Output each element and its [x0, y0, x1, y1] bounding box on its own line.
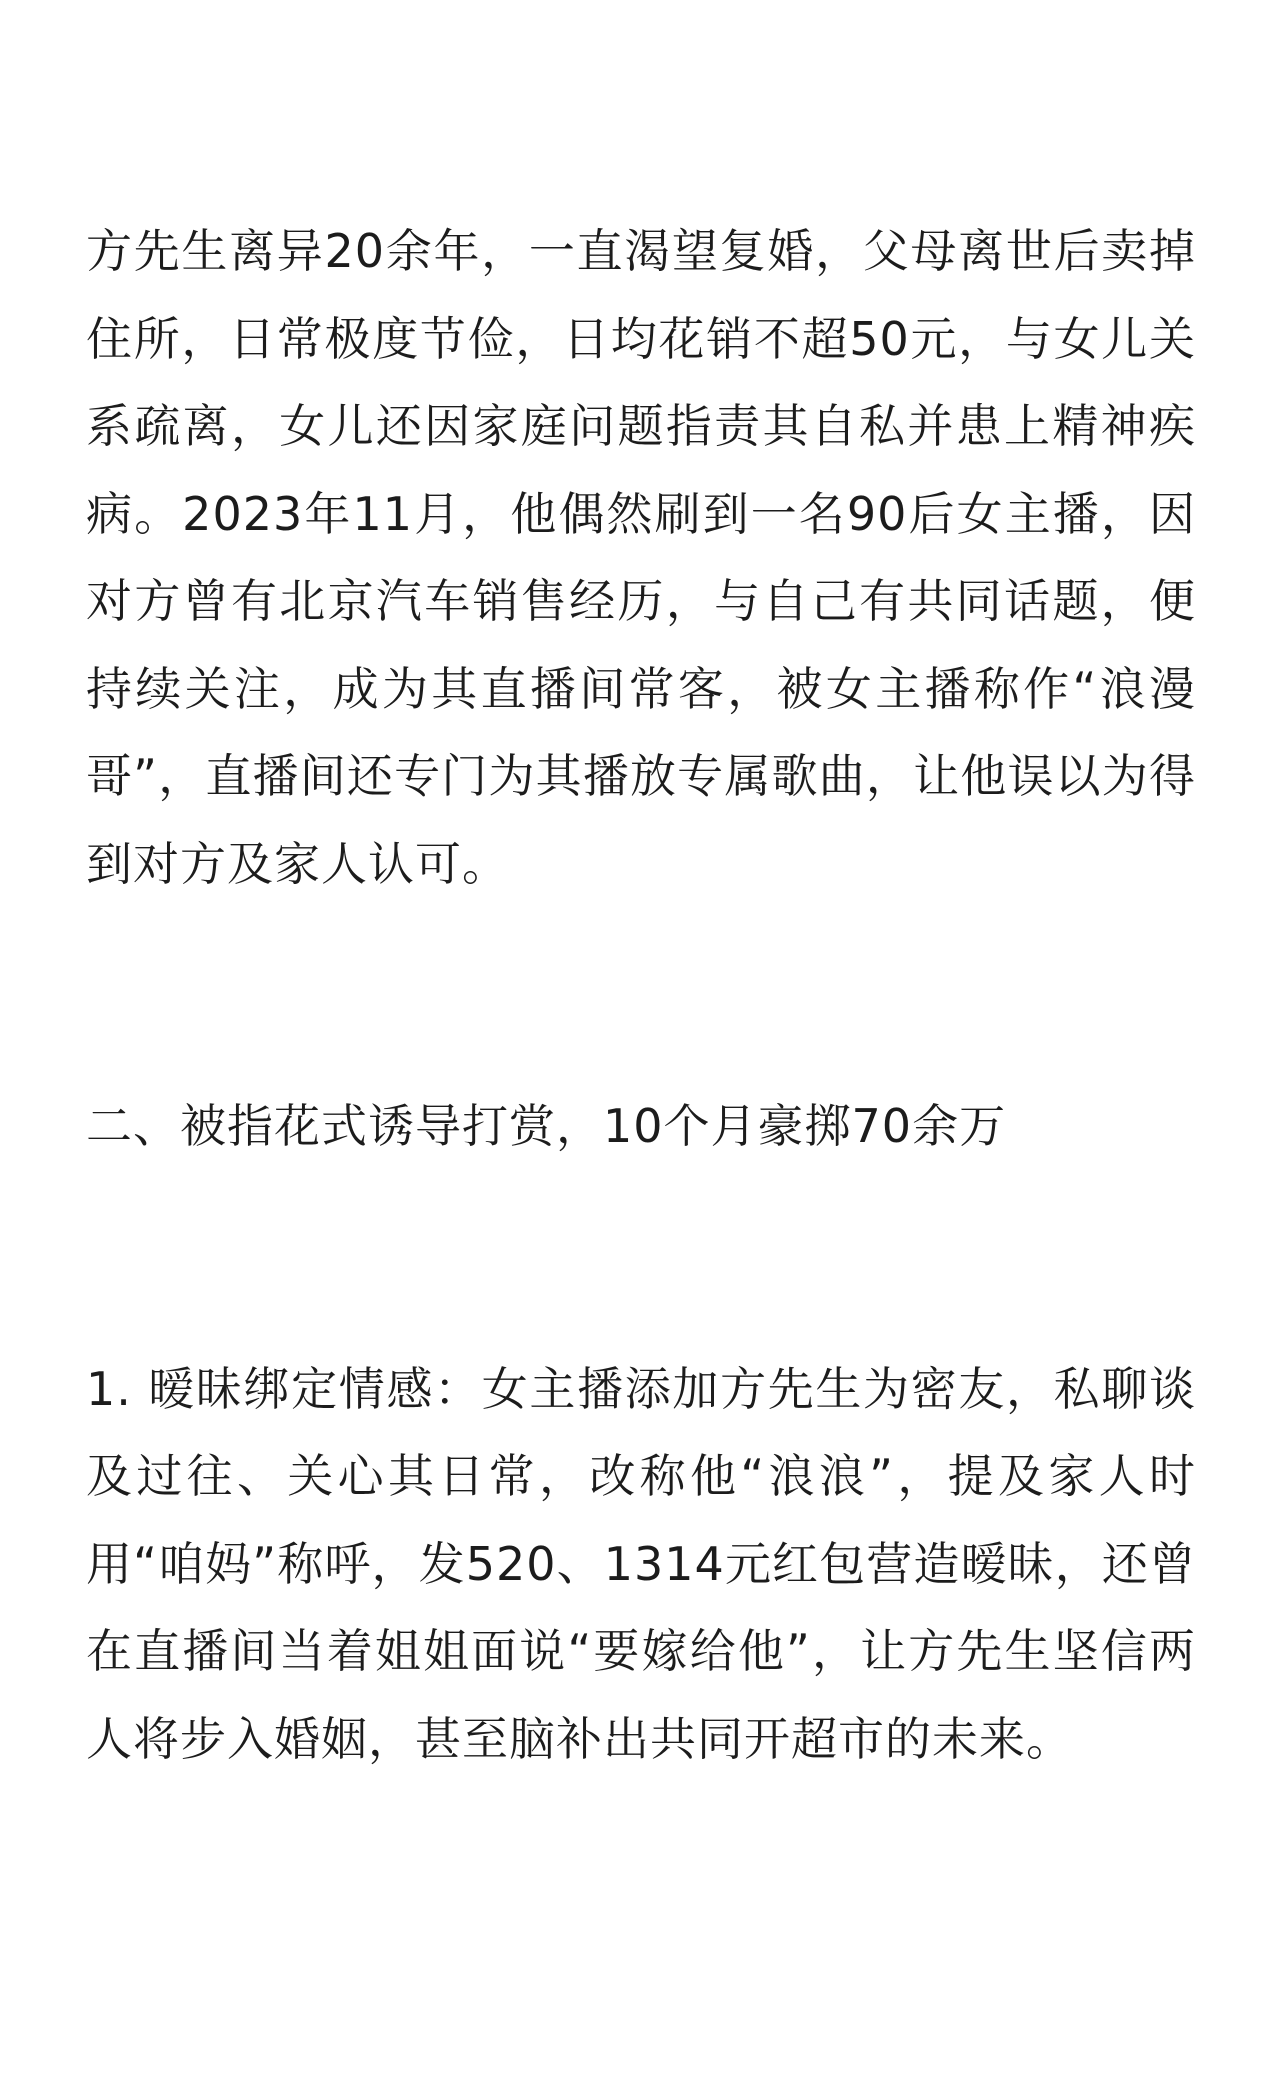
article-body	[86, 208, 1196, 1783]
paragraph-background: 方先生离异20余年，一直渴望复婚，父母离世后卖掉住所，日常极度节俭，日均花销不超50元，与女儿关系疏离，女儿还因家庭问题指责其自私并患上精神疾病。2023年11月，他偶然刷到一名90后女主播，因对方曾有北京汽车销售经历，与自己有共同话题，便持续关注，成为其直播间常客，被女主播称作“浪漫哥”，直播间还专门为其播放专属歌曲，让他误以为得到对方及家人认可。	[86, 224, 1196, 891]
paragraph-emotional-binding: 1. 暧昧绑定情感：女主播添加方先生为密友，私聊谈及过往、关心其日常，改称他“浪浪”，提及家人时用“咱妈”称呼，发520、1314元红包营造暧昧，还曾在直播间当着姐姐面说“要嫁给他”，让方先生坚信两人将步入婚姻，甚至脑补出共同开超市的未来。	[86, 1361, 1196, 1766]
section-heading: 二、被指花式诱导打赏，10个月豪掷70余万	[86, 1099, 1007, 1153]
